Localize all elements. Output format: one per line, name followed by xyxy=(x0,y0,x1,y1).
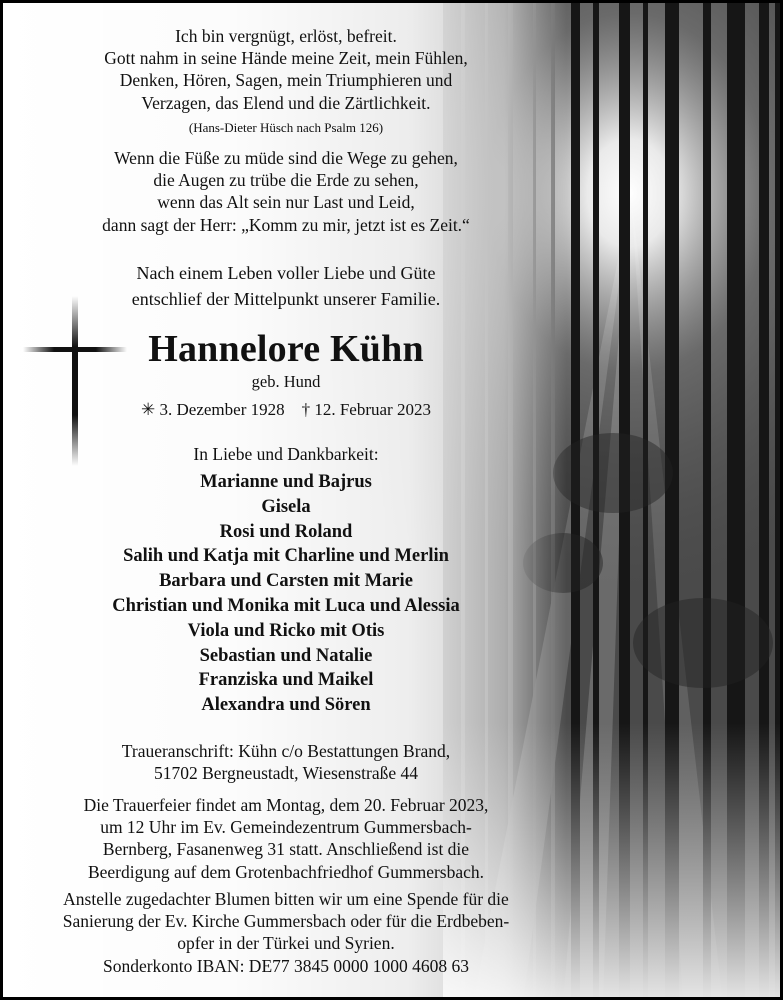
service-line: Die Trauerfeier findet am Montag, dem 20. Februar 2023, xyxy=(83,795,489,815)
poem-source: (Hans-Dieter Hüsch nach Psalm 126) xyxy=(188,120,384,135)
verse-line: dann sagt der Herr: „Komm zu mir, jetzt ist es Zeit.“ xyxy=(102,214,470,235)
verse-line: Wenn die Füße zu müde sind die Wege zu gehen, xyxy=(114,148,458,168)
address-line: Traueranschrift: Kühn c/o Bestattungen Brand, xyxy=(121,741,451,761)
mourner-entry: Alexandra und Sören xyxy=(201,695,371,716)
mourner-entry: Gisela xyxy=(261,496,311,517)
mourner-entry: Christian und Monika mit Luca und Alessia xyxy=(112,595,460,616)
donation-request xyxy=(3,888,569,977)
mourners-list xyxy=(3,470,569,718)
intro xyxy=(3,260,569,312)
poem-line: Ich bin vergnügt, erlöst, befreit. xyxy=(175,26,397,46)
service-line: Beerdigung auf dem Grotenbachfriedhof Gummersbach. xyxy=(87,861,485,882)
verse xyxy=(3,147,569,236)
donation-line: Sanierung der Ev. Kirche Gummersbach oder für die Erdbeben- xyxy=(62,911,510,932)
mourner-entry: Franziska und Maikel xyxy=(198,670,374,691)
mourner-entry: Sebastian und Natalie xyxy=(199,645,373,666)
mourner-entry: Rosi und Roland xyxy=(219,521,353,542)
verse-line: wenn das Alt sein nur Last und Leid, xyxy=(157,192,415,213)
service-line: um 12 Uhr im Ev. Gemeindezentrum Gummersbach- xyxy=(100,817,472,838)
service-details xyxy=(3,794,569,883)
funeral-address xyxy=(3,740,569,784)
donation-line: Sonderkonto IBAN: DE77 3845 0000 1000 4608 63 xyxy=(102,955,470,976)
intro-line: entschlief der Mittelpunkt unserer Familie. xyxy=(131,289,441,309)
donation-line: opfer in der Türkei und Syrien. xyxy=(177,933,395,954)
poem-line: Gott nahm in seine Hände meine Zeit, mein Fühlen, xyxy=(104,48,468,69)
poem xyxy=(3,25,569,114)
mourner-entry: Barbara und Carsten mit Marie xyxy=(159,571,413,592)
life-dates: ✳ 3. Dezember 1928 † 12. Februar 2023 xyxy=(141,400,431,419)
intro-line: Nach einem Leben voller Liebe und Güte xyxy=(136,263,436,283)
address-line: 51702 Bergneustadt, Wiesenstraße 44 xyxy=(153,763,418,784)
mourner-entry: Marianne und Bajrus xyxy=(200,472,372,492)
deceased-name: Hannelore Kühn xyxy=(148,328,424,370)
donation-line: Anstelle zugedachter Blumen bitten wir um eine Spende für die xyxy=(63,889,509,909)
poem-line: Denken, Hören, Sagen, mein Triumphieren und xyxy=(119,70,453,91)
mourner-entry: Viola und Ricko mit Otis xyxy=(187,620,385,641)
poem-line: Verzagen, das Elend und die Zärtlichkeit. xyxy=(141,92,431,113)
obituary-text xyxy=(3,3,569,1000)
mourners-heading: In Liebe und Dankbarkeit: xyxy=(193,444,379,464)
birth-name: geb. Hund xyxy=(251,372,321,391)
service-line: Bernberg, Fasanenweg 31 statt. Anschließend ist die xyxy=(102,839,470,860)
verse-line: die Augen zu trübe die Erde zu sehen, xyxy=(153,170,419,191)
mourner-entry: Salih und Katja mit Charline und Merlin xyxy=(123,546,449,567)
